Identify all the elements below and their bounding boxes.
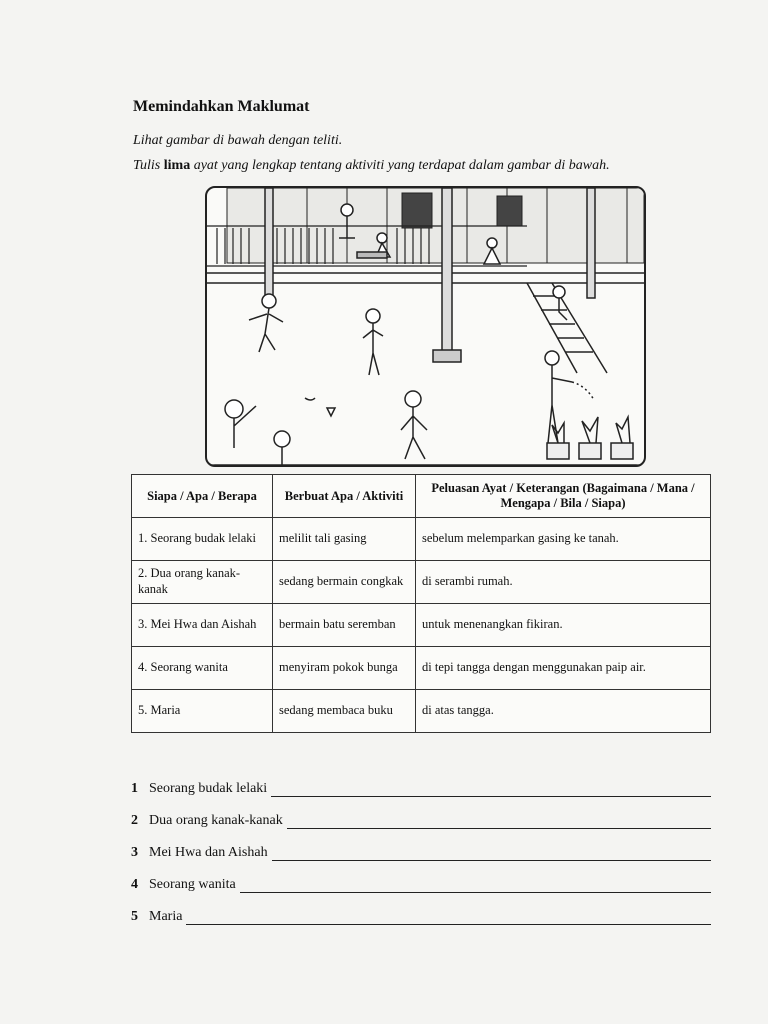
cell-peluasan: untuk menenangkan fikiran. <box>416 604 711 647</box>
cell-peluasan: sebelum melemparkan gasing ke tanah. <box>416 518 711 561</box>
cell-siapa: 5. Maria <box>132 690 273 733</box>
scene-illustration <box>205 186 646 467</box>
header-peluasan: Peluasan Ayat / Keterangan (Bagaimana / Mana / Mengapa / Bila / Siapa) <box>416 475 711 518</box>
table-row <box>132 518 711 561</box>
answer-subject: Dua orang kanak-kanak <box>149 813 283 828</box>
table-row <box>132 561 711 604</box>
answer-number: 5 <box>131 909 138 924</box>
answer-line[interactable] <box>131 765 711 797</box>
instruction-2-prefix: Tulis <box>133 158 161 173</box>
answer-number: 4 <box>131 877 138 892</box>
answer-subject: Seorang wanita <box>149 877 236 892</box>
cell-siapa: 3. Mei Hwa dan Aishah <box>132 604 273 647</box>
writing-line[interactable] <box>272 846 711 861</box>
header-siapa: Siapa / Apa / Berapa <box>132 475 273 518</box>
table-row <box>132 604 711 647</box>
instruction-2-suffix: ayat yang lengkap tentang aktiviti yang terdapat dalam gambar di bawah. <box>193 158 610 173</box>
answer-number: 2 <box>131 813 138 828</box>
cell-aktiviti: sedang membaca buku <box>273 690 416 733</box>
instruction-2 <box>133 158 610 174</box>
header-aktiviti: Berbuat Apa / Aktiviti <box>273 475 416 518</box>
cell-aktiviti: sedang bermain congkak <box>273 561 416 604</box>
table-header-row <box>132 475 711 518</box>
answer-lines <box>131 765 711 925</box>
answer-number: 3 <box>131 845 138 860</box>
answer-line[interactable] <box>131 893 711 925</box>
cell-siapa: 2. Dua orang kanak-kanak <box>132 561 273 604</box>
children-playing <box>225 294 427 465</box>
instruction-2-bold: lima <box>163 158 191 173</box>
answer-line[interactable] <box>131 797 711 829</box>
cell-aktiviti: melilit tali gasing <box>273 518 416 561</box>
cell-peluasan: di tepi tangga dengan menggunakan paip air. <box>416 647 711 690</box>
table-row <box>132 647 711 690</box>
table-row <box>132 690 711 733</box>
cell-peluasan: di atas tangga. <box>416 690 711 733</box>
worksheet-title: Memindahkan Maklumat <box>133 98 310 115</box>
answer-line[interactable] <box>131 829 711 861</box>
potted-plants <box>547 417 633 459</box>
cell-peluasan: di serambi rumah. <box>416 561 711 604</box>
answer-line[interactable] <box>131 861 711 893</box>
cell-aktiviti: bermain batu seremban <box>273 604 416 647</box>
writing-line[interactable] <box>271 782 711 797</box>
cell-siapa: 1. Seorang budak lelaki <box>132 518 273 561</box>
writing-line[interactable] <box>287 814 711 829</box>
woman-watering <box>545 351 594 443</box>
writing-line[interactable] <box>186 910 711 925</box>
answer-subject: Mei Hwa dan Aishah <box>149 845 268 860</box>
answer-subject: Maria <box>149 909 183 924</box>
answer-number: 1 <box>131 781 138 796</box>
answer-subject: Seorang budak lelaki <box>149 781 268 796</box>
cell-siapa: 4. Seorang wanita <box>132 647 273 690</box>
cell-aktiviti: menyiram pokok bunga <box>273 647 416 690</box>
instruction-1: Lihat gambar di bawah dengan teliti. <box>133 133 343 148</box>
activity-table <box>131 474 711 733</box>
writing-line[interactable] <box>240 878 711 893</box>
